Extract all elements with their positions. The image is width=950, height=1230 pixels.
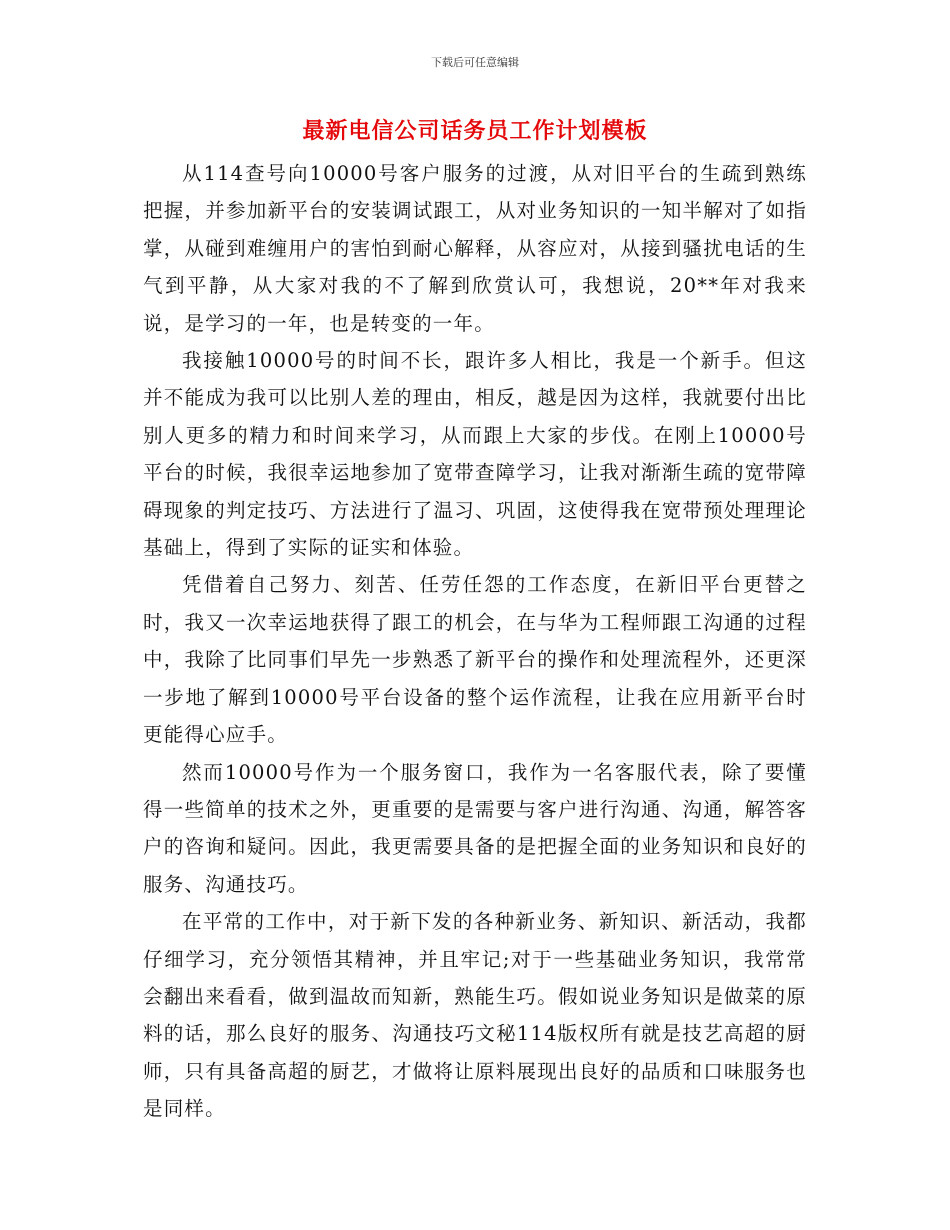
- header-note: 下载后可任意编辑: [431, 56, 519, 69]
- paragraph: 凭借着自己努力、刻苦、任劳任怨的工作态度，在新旧平台更替之时，我又一次幸运地获得了跟工的机会，在与华为工程师跟工沟通的过程中，我除了比同事们早先一步熟悉了新平台的操作和处理流程外，还更深一步地了解到10000号平台设备的整个运作流程，让我在应用新平台时更能得心应手。: [143, 573, 807, 747]
- paragraph: 然而10000号作为一个服务窗口，我作为一名客服代表，除了要懂得一些简单的技术之外，更重要的是需要与客户进行沟通、沟通，解答客户的咨询和疑问。因此，我更需要具备的是把握全面的业务知识和良好的服务、沟通技巧。: [143, 760, 807, 896]
- paragraph: 在平常的工作中，对于新下发的各种新业务、新知识、新活动，我都仔细学习，充分领悟其精神，并且牢记;对于一些基础业务知识，我常常会翻出来看看，做到温故而知新，熟能生巧。假如说业务知识是做菜的原料的话，那么良好的服务、沟通技巧文秘114版权所有就是技艺高超的厨师，只有具备高超的厨艺，才做将让原料展现出良好的品质和口味服务也是同样。: [143, 910, 807, 1121]
- document-title: 最新电信公司话务员工作计划模板: [302, 119, 648, 144]
- document-body: [143, 155, 807, 1128]
- paragraph: 我接触10000号的时间不长，跟许多人相比，我是一个新手。但这并不能成为我可以比别人差的理由，相反，越是因为这样，我就要付出比别人更多的精力和时间来学习，从而跟上大家的步伐。在刚上10000号平台的时候，我很幸运地参加了宽带查障学习，让我对渐渐生疏的宽带障碍现象的判定技巧、方法进行了温习、巩固，这使得我在宽带预处理理论基础上，得到了实际的证实和体验。: [143, 349, 807, 560]
- paragraph: 从114查号向10000号客户服务的过渡，从对旧平台的生疏到熟练把握，并参加新平台的安装调试跟工，从对业务知识的一知半解对了如指掌，从碰到难缠用户的害怕到耐心解释，从容应对，从接到骚扰电话的生气到平静，从大家对我的不了解到欣赏认可，我想说，20**年对我来说，是学习的一年，也是转变的一年。: [143, 162, 807, 335]
